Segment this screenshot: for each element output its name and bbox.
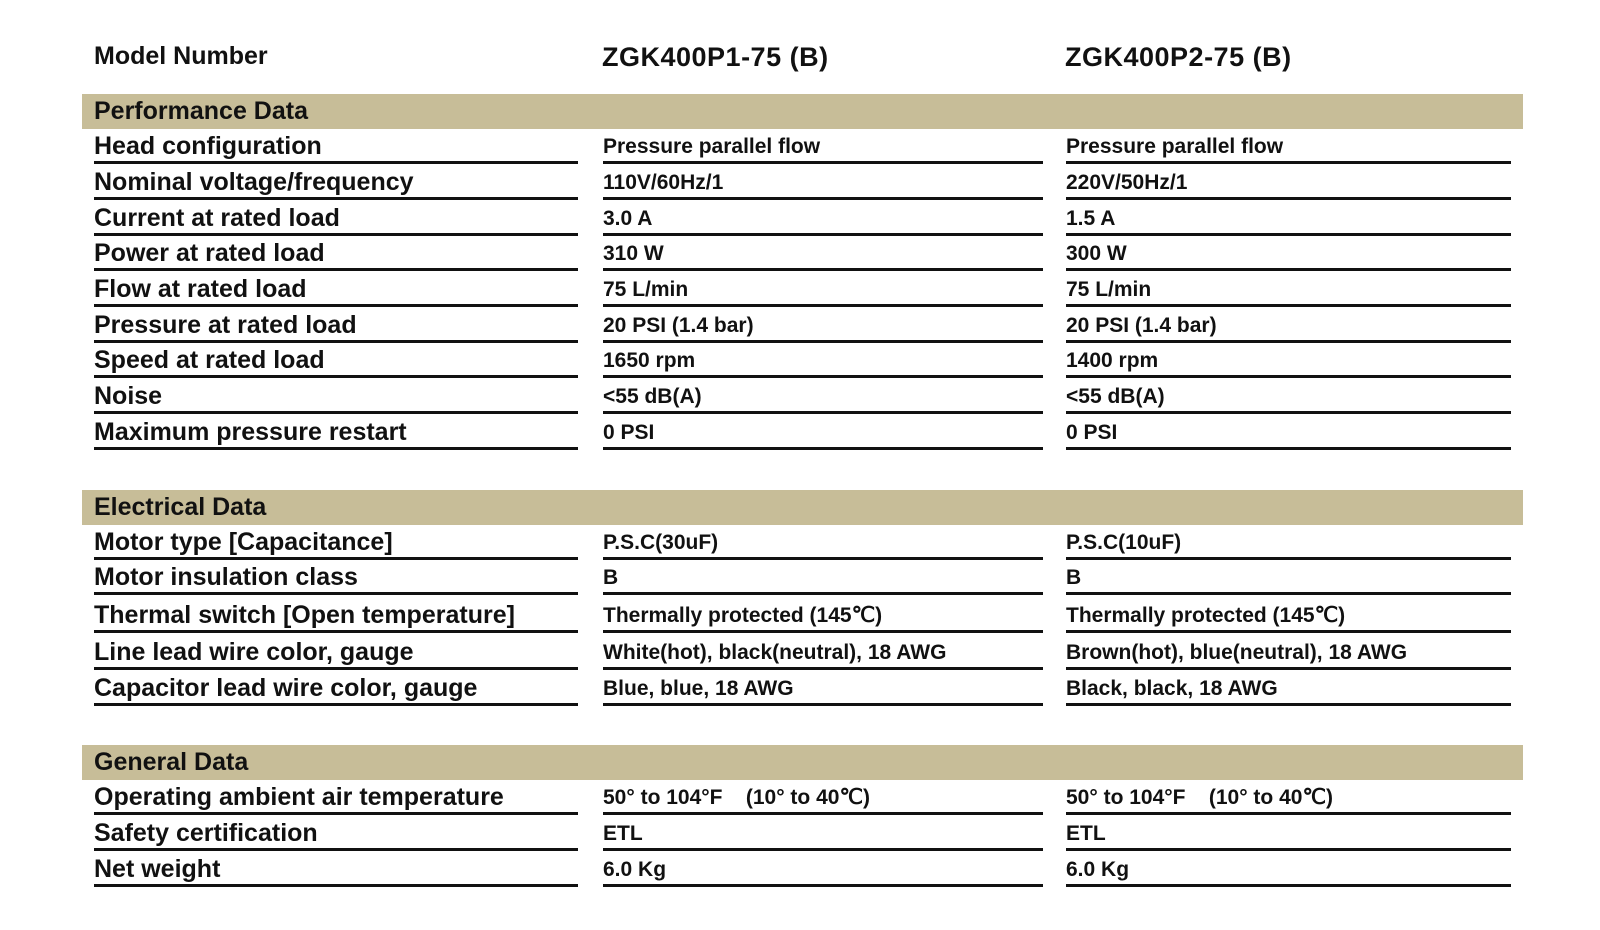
table-row [0,378,1600,414]
table-row [0,414,1600,450]
value-model-a: 6.0 Kg [603,853,1043,887]
param-label: Net weight [94,853,578,887]
value-model-b: 50° to 104°F (10° to 40℃) [1066,781,1511,815]
value-model-b: Black, black, 18 AWG [1066,672,1511,706]
value-model-b: 220V/50Hz/1 [1066,166,1511,200]
value-model-b: <55 dB(A) [1066,380,1511,414]
table-row [0,200,1600,236]
section-title: Electrical Data [94,493,267,521]
table-row [0,815,1600,851]
param-label: Flow at rated load [94,273,578,307]
value-model-a: 3.0 A [603,202,1043,236]
param-label: Head configuration [94,130,578,164]
value-model-b: Pressure parallel flow [1066,130,1511,164]
model-number-row [0,40,1600,80]
param-label: Safety certification [94,817,578,851]
table-row [0,559,1600,595]
param-label: Operating ambient air temperature [94,781,578,815]
value-model-b: ETL [1066,817,1511,851]
value-model-a: 50° to 104°F (10° to 40℃) [603,781,1043,815]
param-label: Noise [94,380,578,414]
table-row [0,307,1600,343]
value-model-a: Blue, blue, 18 AWG [603,672,1043,706]
value-model-a: Pressure parallel flow [603,130,1043,164]
table-row [0,779,1600,815]
section-title: Performance Data [94,97,308,125]
value-model-b: 1.5 A [1066,202,1511,236]
table-row [0,524,1600,560]
value-model-a: 20 PSI (1.4 bar) [603,309,1043,343]
table-row [0,597,1600,633]
value-model-b: Thermally protected (145℃) [1066,599,1511,633]
table-row [0,342,1600,378]
section-header [82,94,1523,129]
table-row [0,235,1600,271]
value-model-b: 0 PSI [1066,416,1511,450]
section-header [82,490,1523,525]
model-number-label: Model Number [94,42,268,70]
param-label: Thermal switch [Open temperature] [94,599,578,633]
param-label: Motor type [Capacitance] [94,526,578,560]
value-model-a: 1650 rpm [603,344,1043,378]
value-model-a: 0 PSI [603,416,1043,450]
value-model-a: P.S.C(30uF) [603,526,1043,560]
value-model-a: 310 W [603,237,1043,271]
model-b-heading: ZGK400P2-75 (B) [1065,42,1292,72]
model-a-heading: ZGK400P1-75 (B) [602,42,829,72]
value-model-b: Brown(hot), blue(neutral), 18 AWG [1066,636,1511,670]
value-model-a: 110V/60Hz/1 [603,166,1043,200]
param-label: Nominal voltage/frequency [94,166,578,200]
table-row [0,851,1600,887]
param-label: Motor insulation class [94,561,578,595]
param-label: Maximum pressure restart [94,416,578,450]
param-label: Capacitor lead wire color, gauge [94,672,578,706]
value-model-b: 6.0 Kg [1066,853,1511,887]
value-model-b: 75 L/min [1066,273,1511,307]
value-model-b: B [1066,561,1511,595]
param-label: Speed at rated load [94,344,578,378]
value-model-a: <55 dB(A) [603,380,1043,414]
table-row [0,271,1600,307]
param-label: Pressure at rated load [94,309,578,343]
param-label: Line lead wire color, gauge [94,636,578,670]
table-row [0,670,1600,706]
param-label: Current at rated load [94,202,578,236]
param-label: Power at rated load [94,237,578,271]
value-model-a: ETL [603,817,1043,851]
value-model-b: 1400 rpm [1066,344,1511,378]
value-model-b: 300 W [1066,237,1511,271]
section-title: General Data [94,748,249,776]
table-row [0,634,1600,670]
value-model-a: 75 L/min [603,273,1043,307]
section-header [82,745,1523,780]
value-model-a: B [603,561,1043,595]
table-row [0,128,1600,164]
value-model-b: P.S.C(10uF) [1066,526,1511,560]
table-row [0,164,1600,200]
value-model-b: 20 PSI (1.4 bar) [1066,309,1511,343]
value-model-a: Thermally protected (145℃) [603,599,1043,633]
value-model-a: White(hot), black(neutral), 18 AWG [603,636,1043,670]
